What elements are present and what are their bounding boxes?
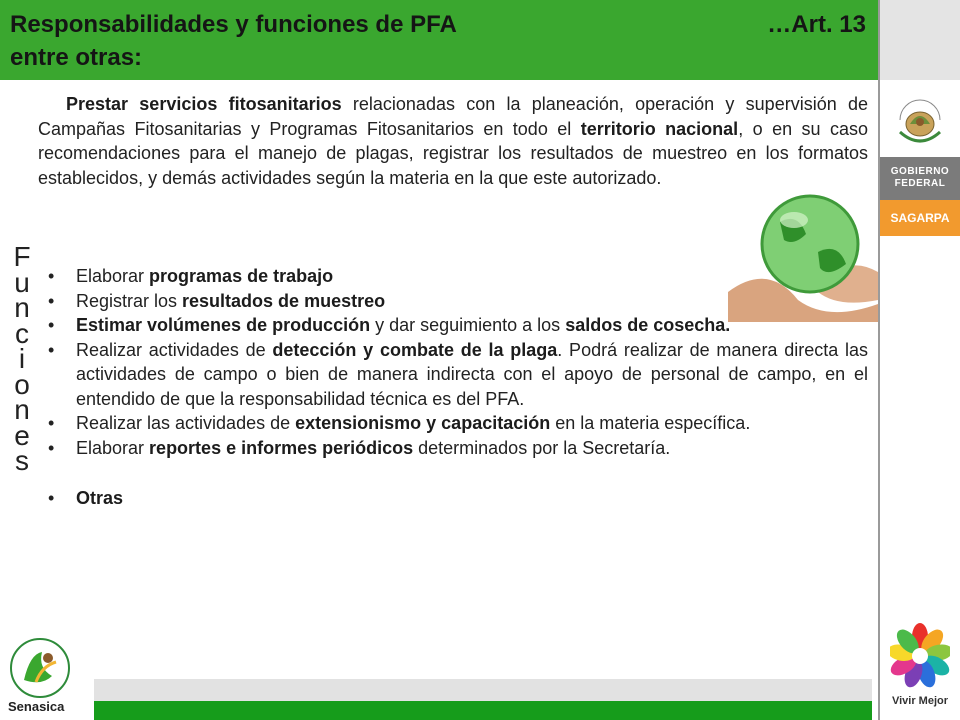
item-bold: Otras [76, 488, 124, 508]
item-bold: Estimar volúmenes de producción [76, 315, 371, 335]
header-bar [0, 0, 878, 80]
item-bold: reportes e informes periódicos [149, 437, 414, 458]
gobierno-federal-badge [880, 157, 960, 200]
item-bold: saldos de cosecha. [565, 315, 731, 335]
list-item [44, 436, 868, 461]
intro-text-2: , o en su caso recomendaciones para el manejo de plagas, registrar los resultados de muestreo en los formatos establecidos, y demás actividades según la materia en la que este autorizado. [38, 118, 868, 188]
item-text: Realizar las actividades de [76, 413, 296, 433]
item-text: . Podrá realizar de manera directa las actividades de campo o bien de manera indirecta con el apoyo de personal de campo, en el entendido de que la responsabilidad técnica es del PFA. [76, 339, 869, 409]
gobierno-label: GOBIERNO [890, 166, 950, 177]
vertical-letter: n [14, 394, 30, 425]
right-sidebar [878, 0, 960, 720]
list-item [44, 289, 868, 314]
sagarpa-badge: SAGARPA [880, 200, 960, 236]
vertical-letter: c [15, 317, 29, 349]
item-bold: resultados de muestreo [182, 290, 386, 311]
intro-bold-2: territorio nacional [580, 118, 739, 139]
list-item [44, 486, 868, 511]
item-text: Registrar los [76, 290, 183, 311]
vertical-letter: u [14, 266, 30, 298]
item-text: en la materia específica. [550, 413, 751, 433]
intro-paragraph [38, 92, 868, 190]
footer-green-bar [94, 701, 872, 720]
footer-gray-bar [94, 679, 872, 701]
vertical-letter: F [13, 241, 31, 272]
item-text: Elaborar [76, 437, 150, 458]
list-item [44, 411, 868, 436]
item-text: Elaborar [76, 266, 150, 286]
page-title: Responsabilidades y funciones de PFA [10, 11, 457, 38]
item-bold: programas de trabajo [149, 266, 334, 286]
intro-bold-1: Prestar servicios fitosanitarios [66, 94, 342, 114]
federal-label: FEDERAL [894, 178, 946, 189]
vertical-letter: o [14, 368, 30, 400]
vivir-mejor-label: Vivir Mejor [891, 695, 949, 707]
sidebar-top-band [880, 0, 960, 80]
mexican-seal-icon [894, 86, 946, 152]
item-text: Realizar actividades de [76, 339, 273, 360]
item-bold: detección y combate de la plaga [272, 339, 558, 360]
item-text: y dar seguimiento a los [370, 315, 566, 335]
vivir-mejor-flower-icon [890, 620, 950, 692]
functions-list [44, 264, 868, 511]
vertical-label-funciones [7, 241, 37, 476]
vertical-letter: i [18, 343, 26, 374]
item-text: determinados por la Secretaría. [413, 437, 671, 458]
vertical-letter: s [15, 445, 29, 476]
list-item [44, 338, 868, 412]
vertical-letter: n [14, 292, 30, 323]
senasica-label: Senasica [8, 699, 65, 714]
article-reference: …Art. 13 [767, 11, 866, 38]
page-subtitle: entre otras: [10, 44, 143, 71]
intro-text-1: relacionadas con la planeación, operación y supervisión de Campañas Fitosanitarias y Programas Fitosanitarios en todo el [38, 94, 868, 139]
item-bold: extensionismo y capacitación [295, 413, 551, 433]
senasica-logo-icon [8, 636, 72, 700]
vertical-letter: e [14, 419, 30, 451]
list-item [44, 264, 868, 289]
list-item [44, 313, 868, 338]
